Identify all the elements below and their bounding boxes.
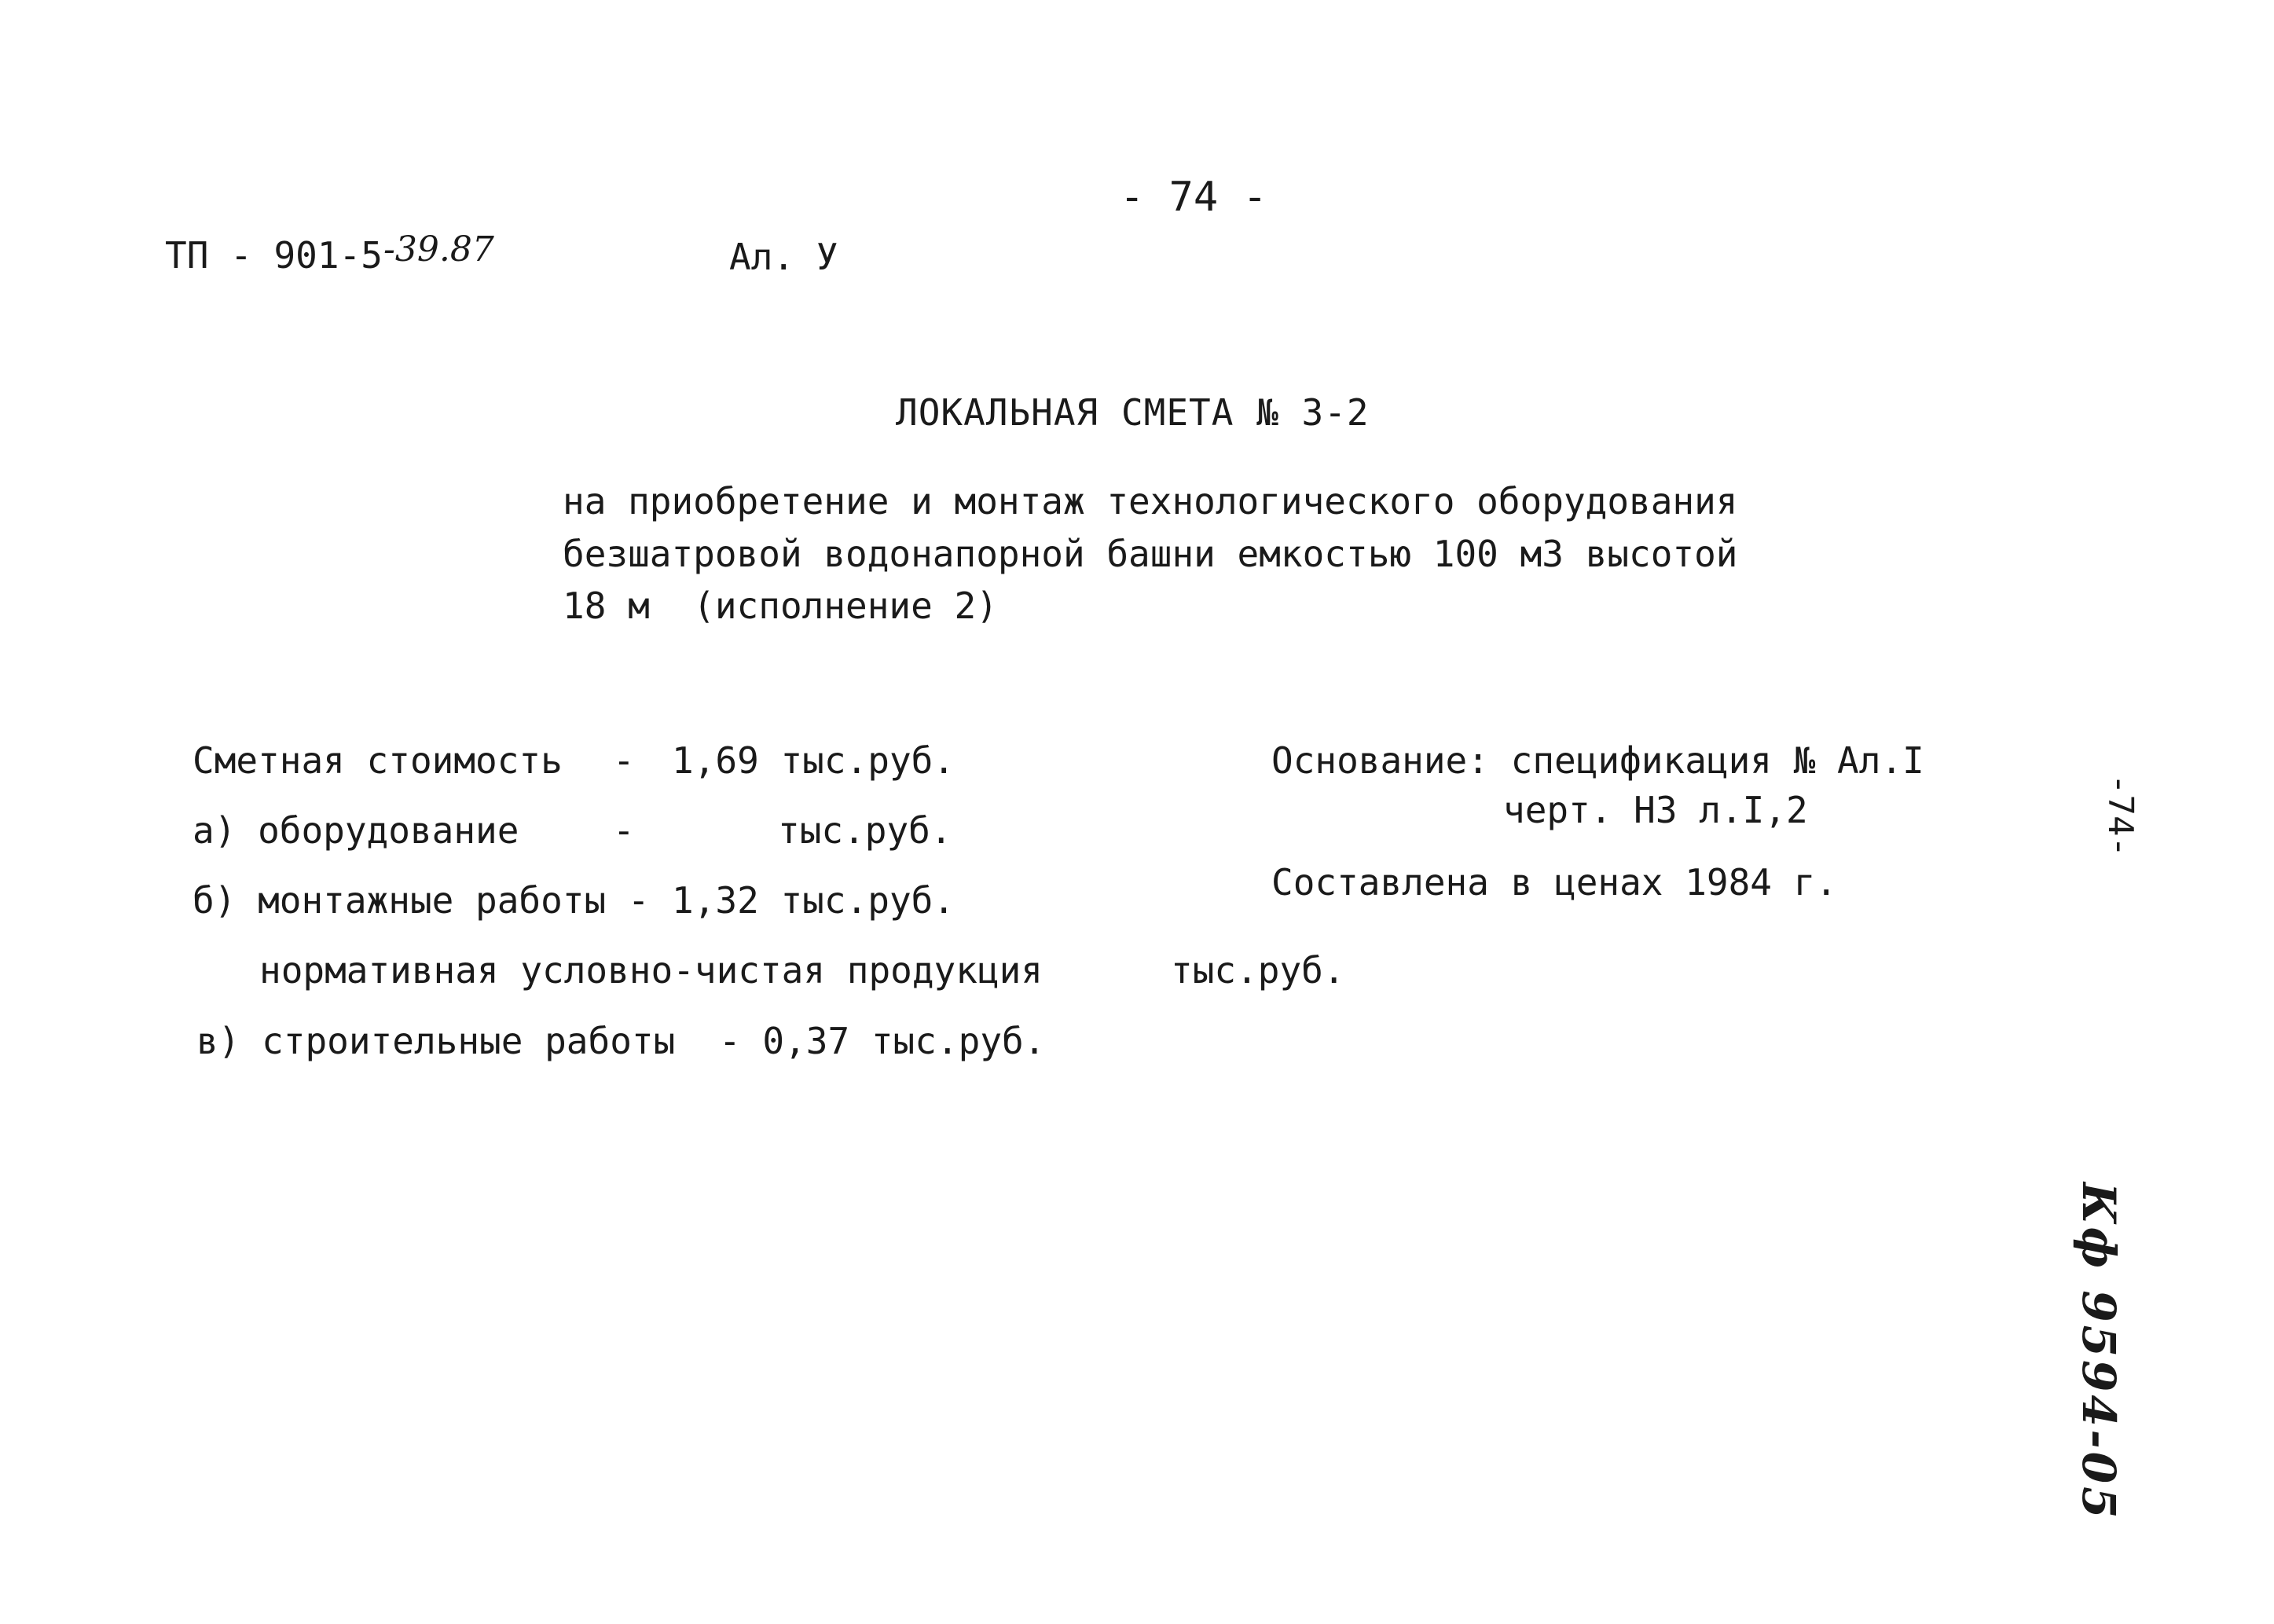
subtitle-line-3: 18 м (исполнение 2) (563, 585, 998, 627)
total-cost-label: Сметная стоимость (193, 739, 563, 782)
montage-value: 1,32 тыс.руб. (672, 879, 955, 922)
total-cost-dash: - (613, 739, 635, 782)
normative-production-value: тыс.руб. (1171, 949, 1345, 992)
subtitle-line-2: безшатровой водонапорной башни емкостью 100 м3 высотой (563, 533, 1738, 575)
album-label: Ал. У (729, 236, 838, 278)
normative-production-label: нормативная условно-чистая продукция (259, 949, 1043, 992)
construction-label: в) строительные работы (196, 1020, 676, 1062)
estimate-title: ЛОКАЛЬНАЯ СМЕТА № 3-2 (896, 391, 1370, 434)
equipment-dash: - (613, 809, 635, 852)
prices-year: Составлена в ценах 1984 г. (1271, 861, 1838, 904)
basis-line-2: черт. НЗ л.I,2 (1503, 789, 1808, 831)
construction-value: - 0,37 тыс.руб. (719, 1020, 1046, 1062)
subtitle-line-1: на приобретение и монтаж технологического оборудования (563, 480, 1738, 522)
doc-code-handwritten: -39.87 (383, 229, 494, 269)
side-page-number: -74- (2100, 774, 2140, 857)
equipment-value: тыс.руб. (778, 809, 952, 852)
archive-stamp: Кф 9594-05 (2072, 1182, 2125, 1522)
montage-label: б) монтажные работы - (193, 879, 650, 922)
basis-line-1: Основание: спецификация № Ал.I (1271, 739, 1924, 782)
page-number: - 74 - (1120, 174, 1267, 221)
doc-code-prefix: ТП - 901-5 (165, 234, 383, 277)
total-cost-value: 1,69 тыс.руб. (672, 739, 955, 782)
equipment-label: а) оборудование (193, 809, 519, 852)
